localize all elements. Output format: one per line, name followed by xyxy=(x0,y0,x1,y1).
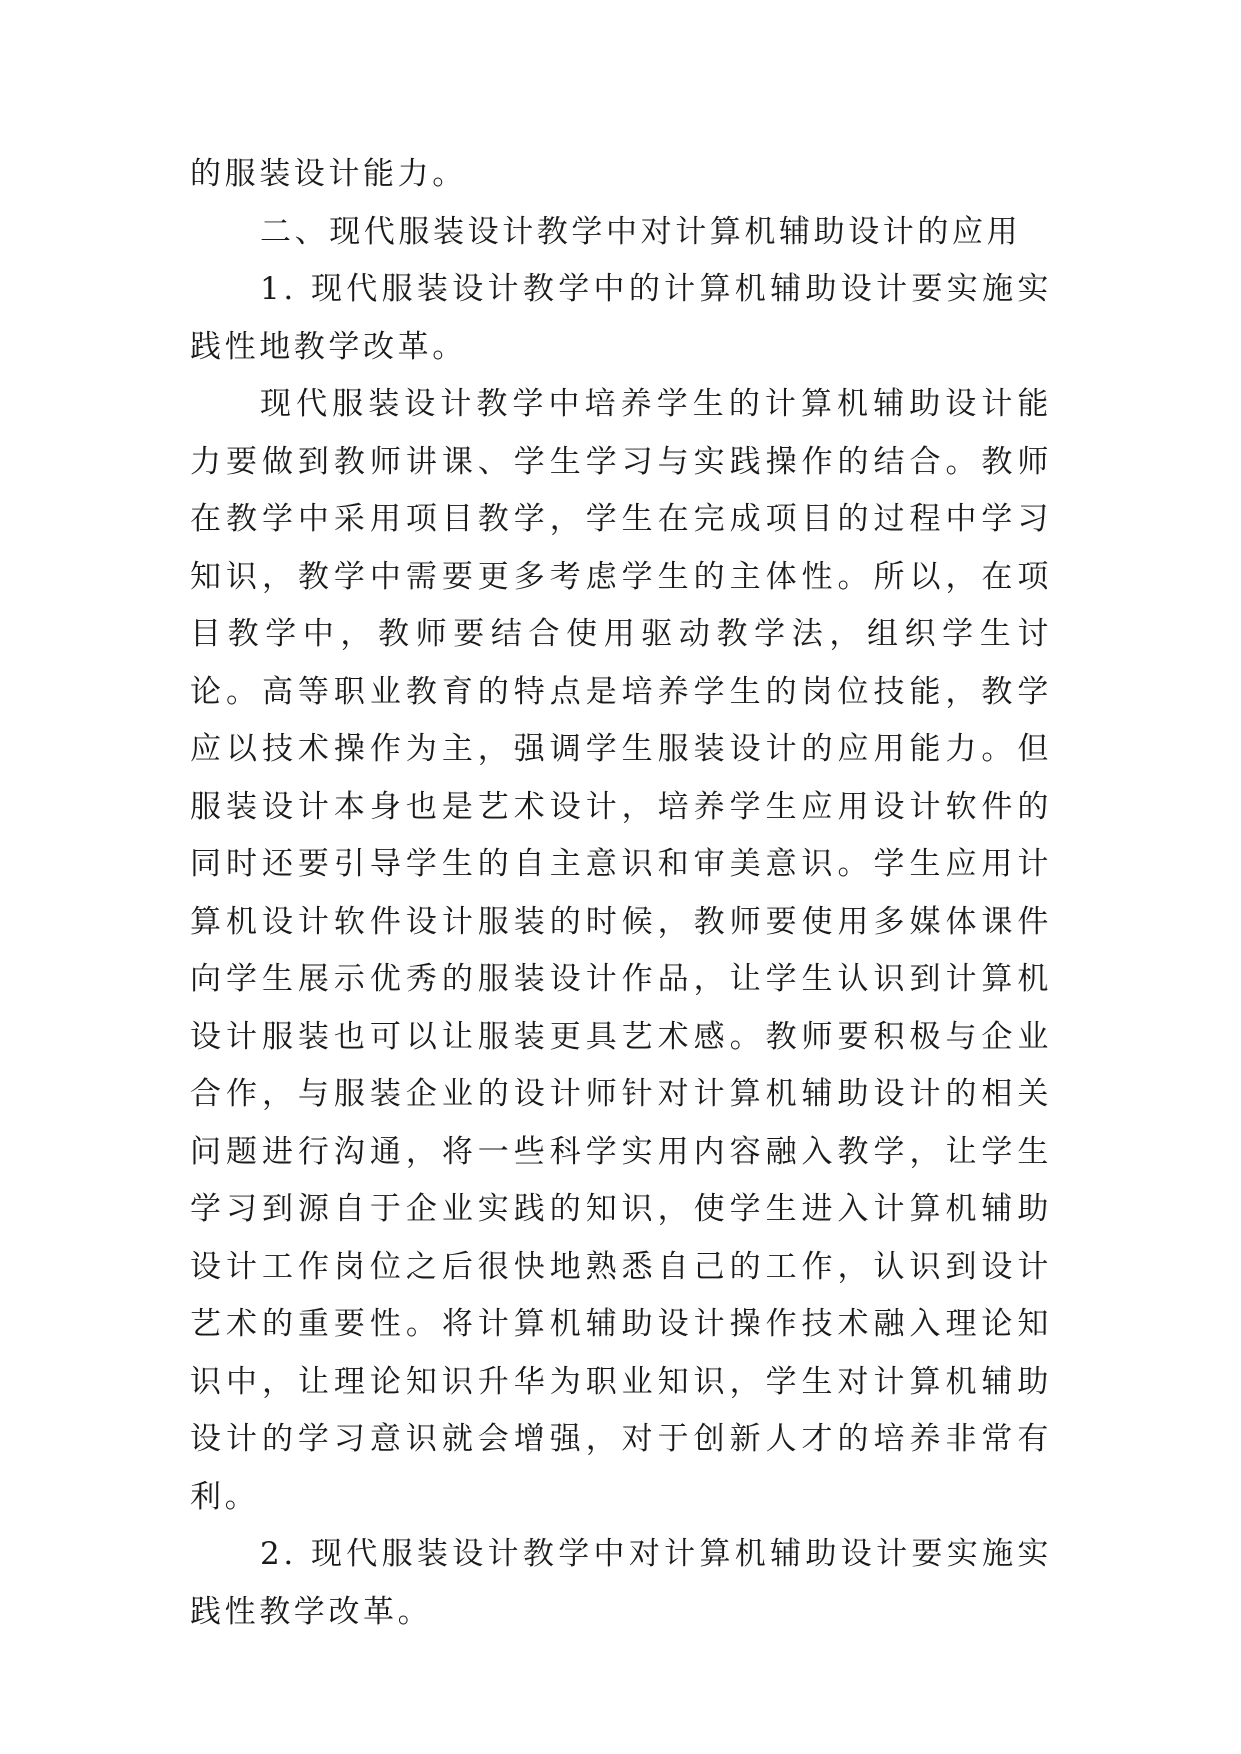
section-heading: 二、现代服装设计教学中对计算机辅助设计的应用 xyxy=(260,213,1022,250)
body-paragraph: 现代服装设计教学中培养学生的计算机辅助设计能力要做到教师讲课、学生学习与实践操作的结合。教师在教学中采用项目教学，学生在完成项目的过程中学习知识，教学中需要更多考虑学生的主体性。所以，在项目教学中，教师要结合使用驱动教学法，组织学生讨论。高等职业教育的特点是培养学生的岗位技能，教学应以技术操作为主，强调学生服装设计的应用能力。但服装设计本身也是艺术设计，培养学生应用设计软件的同时还要引导学生的自主意识和审美意识。学生应用计算机设计软件设计服装的时候，教师要使用多媒体课件向学生展示优秀的服装设计作品，让学生认识到计算机设计服装也可以让服装更具艺术感。教师要积极与企业合作，与服装企业的设计师针对计算机辅助设计的相关问题进行沟通，将一些科学实用内容融入教学，让学生学习到源自于企业实践的知识，使学生进入计算机辅助设计工作岗位之后很快地熟悉自己的工作，认识到设计艺术的重要性。将计算机辅助设计操作技术融入理论知识中，让理论知识升华为职业知识，学生对计算机辅助设计的学习意识就会增强，对于创新人才的培养非常有利。 xyxy=(190,386,1052,1515)
subsection-heading-2: 2. 现代服装设计教学中对计算机辅助设计要实施实践性教学改革。 xyxy=(190,1536,1052,1630)
subsection-heading-1: 1. 现代服装设计教学中的计算机辅助设计要实施实践性地教学改革。 xyxy=(190,271,1052,365)
paragraph-continuation: 的服装设计能力。 xyxy=(190,156,467,192)
document-page xyxy=(190,146,1052,1641)
